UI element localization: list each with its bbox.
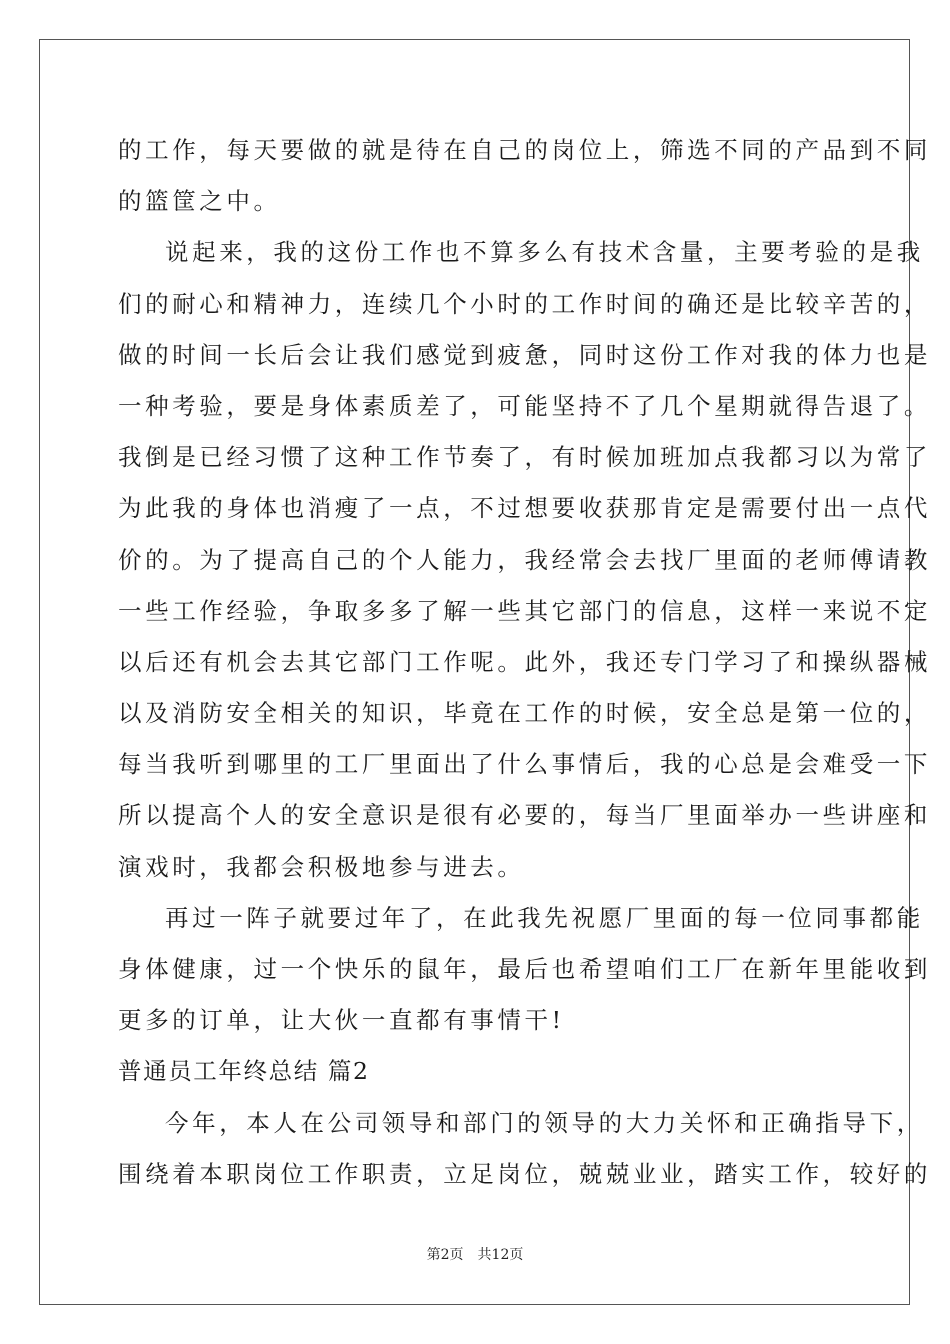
text-line: 为此我的身体也消瘦了一点，不过想要收获那肯定是需要付出一点代 [118, 494, 931, 523]
text-line: 价的。为了提高自己的个人能力，我经常会去找厂里面的老师傅请教 [118, 545, 931, 574]
text-line: 的篮筐之中。 [118, 187, 281, 216]
page-footer [0, 1246, 950, 1264]
text-line: 每当我听到哪里的工厂里面出了什么事情后，我的心总是会难受一下 [118, 750, 931, 779]
section-heading: 普通员工年终总结 篇2 [118, 1057, 370, 1086]
paragraph-start: 再过一阵子就要过年了，在此我先祝愿厂里面的每一位同事都能 [165, 903, 924, 932]
text-line: 的工作，每天要做的就是待在自己的岗位上，筛选不同的产品到不同 [118, 136, 931, 164]
text-line: 我倒是已经习惯了这种工作节奏了，有时候加班加点我都习以为常了 [118, 443, 931, 472]
text-line: 围绕着本职岗位工作职责，立足岗位，兢兢业业，踏实工作，较好的 [118, 1159, 931, 1188]
text-line: 所以提高个人的安全意识是很有必要的，每当厂里面举办一些讲座和 [118, 801, 931, 830]
text-line: 更多的订单，让大伙一直都有事情干! [118, 1006, 565, 1035]
text-line: 一种考验，要是身体素质差了，可能坚持不了几个星期就得告退了。 [118, 391, 931, 420]
page-number: 第2页 [426, 1247, 464, 1263]
text-line: 们的耐心和精神力，连续几个小时的工作时间的确还是比较辛苦的， [118, 289, 931, 318]
paragraph-start: 今年，本人在公司领导和部门的领导的大力关怀和正确指导下， [165, 1108, 924, 1137]
text-line: 一些工作经验，争取多多了解一些其它部门的信息，这样一来说不定 [118, 596, 931, 625]
text-line: 做的时间一长后会让我们感觉到疲惫，同时这份工作对我的体力也是 [118, 340, 931, 369]
text-line: 身体健康，过一个快乐的鼠年，最后也希望咱们工厂在新年里能收到 [118, 955, 931, 983]
paragraph-start: 说起来，我的这份工作也不算多么有技术含量，主要考验的是我 [165, 238, 924, 267]
text-line: 以及消防安全相关的知识，毕竟在工作的时候，安全总是第一位的， [118, 699, 931, 728]
text-line: 以后还有机会去其它部门工作呢。此外，我还专门学习了和操纵器械 [118, 647, 931, 676]
document-body [118, 125, 931, 1200]
page-total: 共12页 [477, 1247, 524, 1263]
text-line: 演戏时，我都会积极地参与进去。 [118, 852, 525, 881]
